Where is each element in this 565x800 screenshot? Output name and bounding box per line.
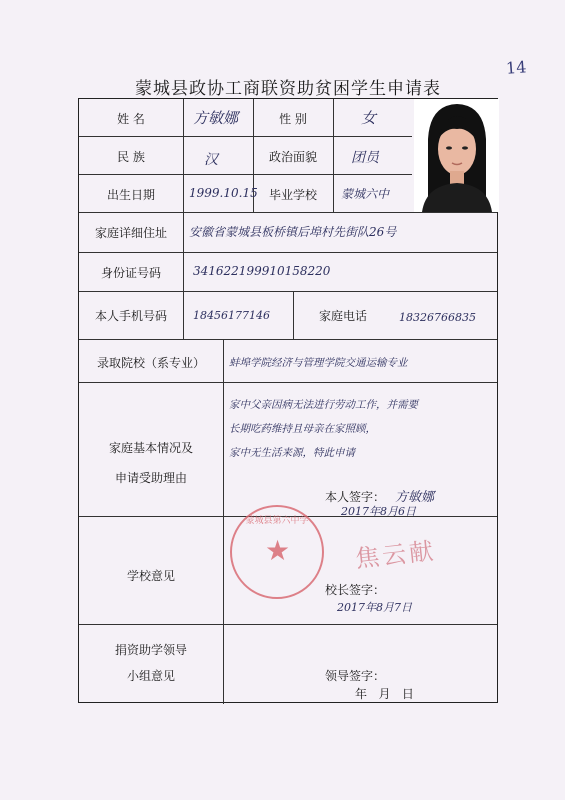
- birth-label: 出生日期: [106, 188, 155, 202]
- school-opinion-label: 学校意见: [126, 569, 175, 583]
- family-reason-line-3: 家中无生活来源，特此申请: [229, 447, 355, 459]
- political-label: 政治面貌: [268, 150, 317, 164]
- school-stamp: [230, 505, 324, 599]
- family-reason-line-1: 家中父亲因病无法进行劳动工作，并需要: [229, 399, 418, 411]
- birth-value: 1999.10.15: [189, 186, 258, 200]
- applicant-photo: [414, 99, 499, 212]
- home-phone-value: 18326766835: [399, 311, 476, 324]
- page-number: 14: [505, 57, 527, 78]
- principal-sign-label: 校长签字：: [325, 583, 386, 597]
- school-label: 毕业学校: [268, 188, 317, 202]
- political-value: 团员: [351, 150, 379, 166]
- family-reason-line-2: 长期吃药维持且母亲在家照顾，: [229, 423, 376, 435]
- ethnicity-value: 汉: [204, 152, 218, 168]
- address-value: 安徽省蒙城县板桥镇后埠村先街队26号: [189, 225, 397, 239]
- portrait-image: [414, 99, 499, 212]
- id-number-label: 身份证号码: [100, 266, 161, 280]
- applicant-sign-label: 本人签字：: [325, 490, 386, 504]
- star-icon: ★: [265, 534, 291, 567]
- stamp-ring-text: 蒙城县第六中学: [245, 516, 309, 526]
- college-value: 蚌埠学院经济与管理学院交通运输专业: [229, 357, 408, 369]
- leader-sign-label: 领导签字：: [325, 669, 386, 683]
- applicant-date: 2017年8月6日: [341, 505, 416, 518]
- leader-date-blank: 年 月 日: [355, 687, 414, 701]
- applicant-signature: 方敏娜: [395, 490, 435, 505]
- ethnicity-label: 民 族: [117, 150, 145, 164]
- family-reason-label-2: 申请受助理由: [114, 471, 187, 485]
- mobile-value: 18456177146: [193, 309, 270, 322]
- form-title: 蒙城县政协工商联资助贫困学生申请表: [135, 79, 441, 99]
- school-value: 蒙城六中: [341, 187, 390, 201]
- leader-group-label-2: 小组意见: [126, 669, 175, 683]
- home-phone-label: 家庭电话: [318, 309, 367, 323]
- address-label: 家庭详细住址: [94, 226, 167, 240]
- application-form: [78, 98, 498, 703]
- principal-date: 2017年8月7日: [337, 601, 412, 614]
- id-number-value: 341622199910158220: [193, 264, 331, 278]
- college-label: 录取院校（系专业）: [96, 356, 205, 370]
- family-reason-label-1: 家庭基本情况及: [108, 441, 193, 455]
- mobile-label: 本人手机号码: [94, 309, 167, 323]
- name-label: 姓 名: [117, 112, 145, 126]
- leader-group-label-1: 捐资助学领导: [114, 643, 187, 657]
- gender-label: 性 别: [279, 112, 307, 126]
- gender-value: 女: [361, 109, 377, 127]
- principal-name-seal: 焦云献: [354, 536, 438, 574]
- name-value: 方敏娜: [193, 109, 239, 127]
